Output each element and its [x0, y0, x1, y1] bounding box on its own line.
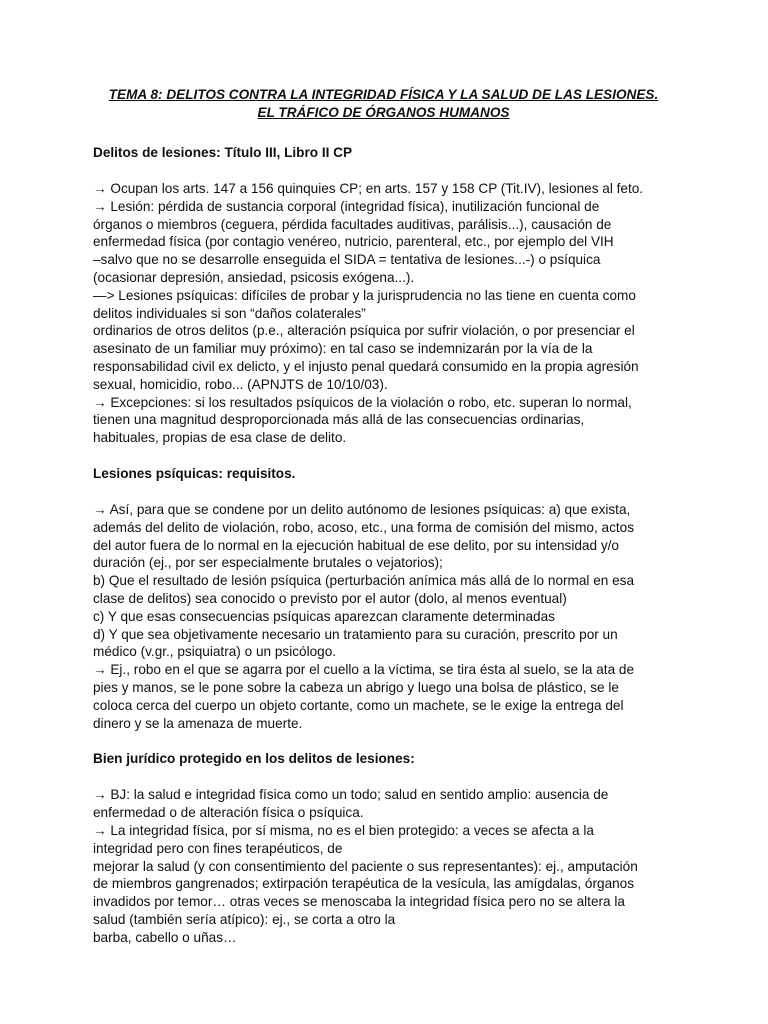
- section-heading: Delitos de lesiones: Título III, Libro II CP: [93, 145, 353, 160]
- text-line: coloca cerca del cuerpo un objeto cortante, como un machete, se le exige la entrega del: [93, 697, 624, 713]
- section-body: [93, 501, 674, 732]
- text-line: → Ocupan los arts. 147 a 156 quinquies CP; en arts. 157 y 158 CP (Tit.IV), lesiones al feto.: [93, 181, 644, 196]
- text-line: delitos individuales si son “daños colaterales”: [93, 305, 366, 321]
- text-line: → Lesión: pérdida de sustancia corporal (integridad física), inutilización funcional de: [93, 198, 600, 214]
- text-line: de miembros gangrenados; extirpación terapéutica de la vesícula, las amígdalas, órganos: [93, 876, 635, 892]
- text-line: enfermedad o de alteración física o psíquica.: [93, 805, 364, 821]
- text-line: médico (v.gr., psiquiatra) o un psicólogo.: [93, 644, 337, 660]
- text-line: además del delito de violación, robo, acoso, etc., una forma de comisión del mismo, actos: [93, 519, 635, 535]
- text-line: órganos o miembros (ceguera, pérdida facultades auditivas, parálisis...), causación de: [93, 216, 612, 232]
- section-body: [93, 180, 674, 447]
- text-line: → La integridad física, por sí misma, no es el bien protegido: a veces se afecta a la: [93, 822, 594, 838]
- section-heading: Lesiones psíquicas: requisitos.: [93, 465, 296, 481]
- text-line: habituales, propias de esa clase de delito.: [93, 430, 347, 446]
- text-line: barba, cabello o uñas…: [93, 929, 237, 945]
- title-line: TEMA 8: DELITOS CONTRA LA INTEGRIDAD FÍSICA Y LA SALUD DE LAS LESIONES.: [108, 87, 659, 102]
- section-heading: Bien jurídico protegido en los delitos de lesiones:: [93, 751, 415, 767]
- section-body: [93, 786, 674, 946]
- text-line: clase de delitos) sea conocido o previsto por el autor (dolo, al menos eventual): [93, 590, 567, 606]
- text-line: asesinato de un familiar muy próximo): en tal caso se indemnizarán por la vía de la: [93, 341, 593, 357]
- text-line: –salvo que no se desarrolle enseguida el SIDA = tentativa de lesiones...-) o psíquica: [93, 252, 601, 268]
- text-line: enfermedad física (por contagio venéreo, nutricio, parenteral, etc., por ejemplo del VIH: [93, 234, 614, 250]
- text-line: salud (también sería atípico): ej., se corta a otro la: [93, 911, 396, 927]
- document-title: [93, 86, 674, 122]
- text-line: → BJ: la salud e integridad física como un todo; salud en sentido amplio: ausencia de: [93, 787, 609, 803]
- section-delitos-de-lesiones: [93, 144, 674, 447]
- text-line: d) Y que sea objetivamente necesario un tratamiento para su curación, prescrito por un: [93, 626, 618, 642]
- text-line: dinero y se la amenaza de muerte.: [93, 715, 303, 731]
- text-line: c) Y que esas consecuencias psíquicas aparezcan claramente determinadas: [93, 608, 555, 624]
- text-line: → Así, para que se condene por un delito autónomo de lesiones psíquicas: a) que exista,: [93, 501, 631, 517]
- text-line: b) Que el resultado de lesión psíquica (perturbación anímica más allá de lo normal en esa: [93, 573, 635, 589]
- title-line: EL TRÁFICO DE ÓRGANOS HUMANOS: [257, 105, 510, 120]
- text-line: integridad pero con fines terapéuticos, de: [93, 840, 343, 856]
- text-line: sexual, homicidio, robo... (APNJTS de 10/10/03).: [93, 376, 388, 392]
- text-line: pies y manos, se le pone sobre la cabeza un abrigo y luego una bolsa de plástico, se le: [93, 679, 619, 695]
- text-line: invadidos por temor… otras veces se menoscaba la integridad física pero no se altera la: [93, 894, 625, 910]
- text-line: —> Lesiones psíquicas: difíciles de probar y la jurisprudencia no las tiene en cuenta como: [93, 287, 636, 303]
- section-bien-juridico: [93, 750, 674, 946]
- text-line: ordinarios de otros delitos (p.e., alteración psíquica por sufrir violación, o por presenciar el: [93, 323, 635, 339]
- text-line: tienen una magnitud desproporcionada más allá de las consecuencias ordinarias,: [93, 412, 585, 428]
- text-line: responsabilidad civil ex delicto, y el injusto penal quedará consumido en la propia agresión: [93, 358, 639, 374]
- text-line: → Excepciones: si los resultados psíquicos de la violación o robo, etc. superan lo normal,: [93, 394, 632, 410]
- text-line: del autor fuera de lo normal en la ejecución habitual de ese delito, por su intensidad y/o: [93, 537, 619, 553]
- text-line: → Ej., robo en el que se agarra por el cuello a la víctima, se tira ésta al suelo, se la ata de: [93, 662, 635, 678]
- text-line: duración (ej., por ser especialmente brutales o vejatorios);: [93, 555, 443, 571]
- text-line: (ocasionar depresión, ansiedad, psicosis exógena...).: [93, 269, 415, 285]
- text-line: mejorar la salud (y con consentimiento del paciente o sus representantes): ej., amputación: [93, 858, 638, 874]
- section-lesiones-psiquicas: [93, 465, 674, 732]
